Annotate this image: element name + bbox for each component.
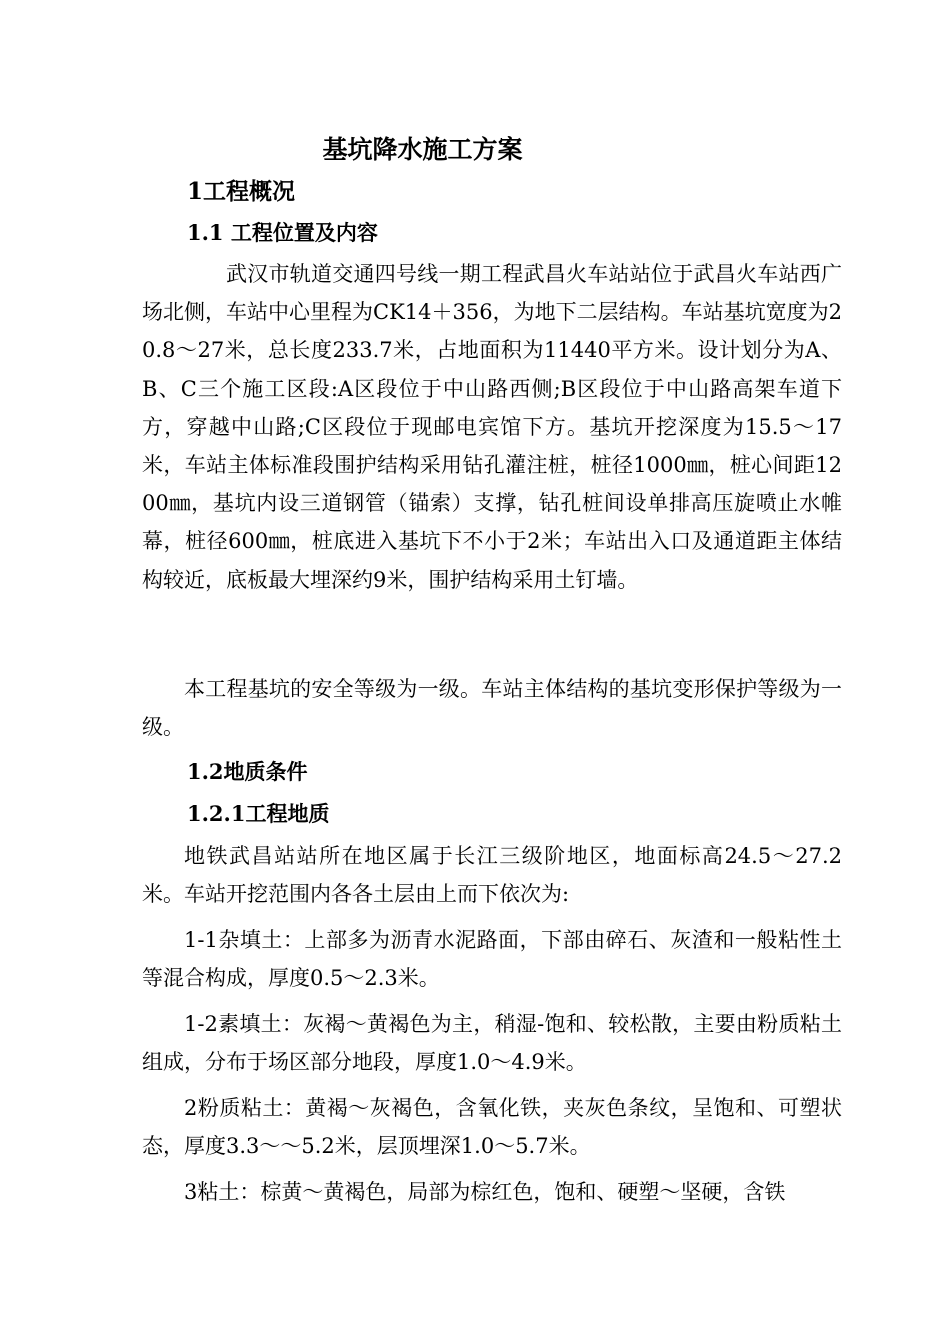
section-heading-1: 1工程概况 — [187, 178, 296, 205]
paragraph-safety-grade: 本工程基坑的安全等级为一级。车站主体结构的基坑变形保护等级为一级。 — [142, 677, 842, 740]
paragraph-soil-layer-1-1: 1-1杂填土：上部多为沥青水泥路面，下部由碎石、灰渣和一般粘性土等混合构成，厚度0.5～2.3米。 — [142, 928, 842, 991]
paragraph-soil-layer-2: 2粉质粘土：黄褐～灰褐色，含氧化铁，夹灰色条纹，呈饱和、可塑状态，厚度3.3～～5.2米，层顶埋深1.0～5.7米。 — [142, 1096, 842, 1159]
paragraph-soil-layer-1-2: 1-2素填土：灰褐～黄褐色为主，稍湿-饱和、较松散，主要由粉质粘土组成，分布于场区部分地段，厚度1.0～4.9米。 — [142, 1012, 842, 1075]
paragraph-project-location: 武汉市轨道交通四号线一期工程武昌火车站站位于武昌火车站西广场北侧，车站中心里程为CK14＋356，为地下二层结构。车站基坑宽度为20.8～27米，总长度233.7米，占地面积为11440平方米。设计划分为A、B、C三个施工区段:A区段位于中山路西侧;B区段位于中山路高架车道下方，穿越中山路;C区段位于现邮电宾馆下方。基坑开挖深度为15.5～17米，车站主体标准段围护结构采用钻孔灌注桩，桩径1000㎜，桩心间距1200㎜，基坑内设三道钢管（锚索）支撑，钻孔桩间设单排高压旋喷止水帷幕，桩径600㎜，桩底进入基坑下不小于2米；车站出入口及通道距主体结构较近，底板最大埋深约9米，围护结构采用土钉墙。 — [142, 262, 842, 592]
paragraph-soil-layer-3: 3粘土：棕黄～黄褐色，局部为棕红色，饱和、硬塑～坚硬，含铁 — [184, 1180, 786, 1204]
section-heading-1-1: 1.1 工程位置及内容 — [187, 220, 378, 245]
section-heading-1-2: 1.2地质条件 — [187, 759, 308, 784]
paragraph-geology-intro: 地铁武昌站站所在地区属于长江三级阶地区，地面标高24.5～27.2米。车站开挖范围内各各土层由上而下依次为: — [142, 844, 842, 907]
section-heading-1-2-1: 1.2.1工程地质 — [187, 801, 330, 826]
document-title: 基坑降水施工方案 — [322, 135, 523, 164]
